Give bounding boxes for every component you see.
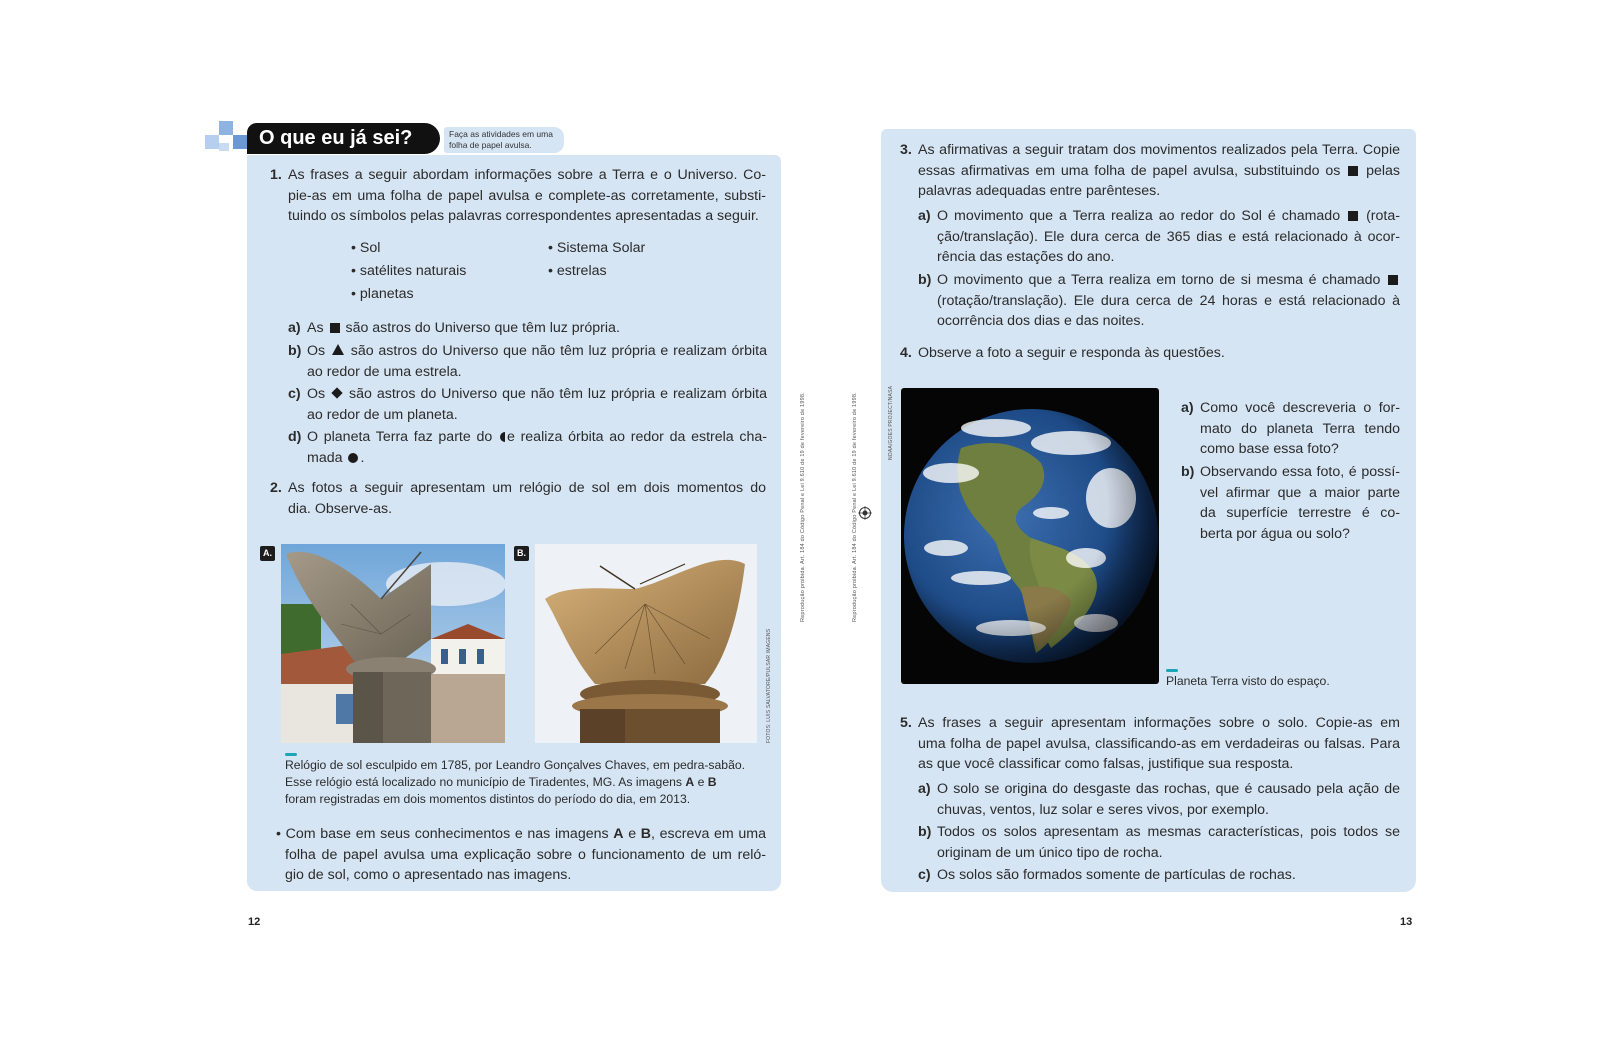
- sundial-photo-a: [281, 544, 505, 743]
- q3b-text: O movimento que a Terra realiza em torno de si mesma é chamado (rotação/translação). Ele dura cerca de 24 horas e está relacionado à ocorrência dos dias e das noites.: [937, 272, 1400, 329]
- photo-a-badge: A.: [260, 546, 275, 561]
- q1-number: 1.: [270, 167, 282, 183]
- q3-text: As afirmativas a seguir tratam dos movimentos realizados pela Terra. Copie essas afirmativas em uma folha de papel avulsa, substituindo os pelas palavras adequadas entre parênteses.: [918, 142, 1400, 199]
- q2-bullet-text: • Com base em seus conhecimentos e nas imagens A e B, escreva em uma folha de papel avulsa uma explicação sobre o funcionamento de um reló- gio de sol, como o apresentado nas imagens.: [276, 826, 766, 883]
- q5b-label: b): [918, 824, 932, 840]
- page-title: O que eu já sei?: [247, 123, 440, 154]
- header-note: Faça as atividades em uma folha de papel avulsa.: [444, 127, 564, 153]
- photo-b-badge: B.: [514, 546, 529, 561]
- q4-text: Observe a foto a seguir e responda às questões.: [918, 345, 1225, 361]
- q5b-text: Todos os solos apresentam as mesmas características, pois todos se originam de um único tipo de rocha.: [937, 824, 1400, 861]
- sundial-caption: Relógio de sol esculpido em 1785, por Leandro Gonçalves Chaves, em pedra-sabão. Esse relógio está localizado no município de Tiradentes, MG. As imagens A e B foram registradas em dois momentos distintos do período do dia, em 2013.: [285, 758, 746, 806]
- triangle-symbol-icon: [332, 344, 344, 355]
- q5c-label: c): [918, 867, 931, 883]
- q5a-text: O solo se origina do desgaste das rochas, que é causado pela ação de chuvas, ventos, luz solar e seres vivos, por exemplo.: [937, 781, 1400, 818]
- photo-credit-earth: NOAA/GOES PROJECT/NASA: [888, 385, 894, 460]
- sundial-photo-b: [535, 544, 757, 743]
- q3-number: 3.: [900, 142, 912, 158]
- diamond-symbol-icon: [331, 387, 342, 398]
- q1a-text: As são astros do Universo que têm luz própria.: [307, 320, 620, 336]
- word-estrelas: • estrelas: [548, 263, 607, 279]
- legal-notice-left: Reprodução proibida. Art. 184 do Código Penal e Lei 9.610 de 19 de fevereiro de 1998.: [800, 392, 806, 622]
- q1c-text: Os são astros do Universo que não têm luz própria e realizam órbita ao redor de um planeta.: [307, 386, 767, 423]
- q4b-label: b): [1181, 464, 1195, 480]
- q5a-label: a): [918, 781, 931, 797]
- word-planetas: • planetas: [351, 286, 414, 302]
- caption-marker: [285, 753, 297, 756]
- registration-mark-icon: [858, 506, 872, 520]
- q2-text: As fotos a seguir apresentam um relógio de sol em dois momentos do dia. Observe-as.: [288, 480, 766, 517]
- q1a-label: a): [288, 320, 301, 336]
- q1d-text: O planeta Terra faz parte do e realiza órbita ao redor da estrela cha- mada .: [307, 429, 767, 466]
- word-sol: • Sol: [351, 240, 381, 256]
- square-symbol-icon: [1388, 275, 1398, 285]
- caption-marker: [1166, 669, 1178, 672]
- q5c-text: Os solos são formados somente de partículas de rochas.: [937, 867, 1296, 883]
- circle-symbol-icon: [348, 453, 358, 463]
- square-symbol-icon: [1348, 211, 1358, 221]
- q5-text: As frases a seguir apresentam informações sobre o solo. Copie-as em uma folha de papel avulsa, classificando-as em verdadeiras ou falsas. Para as que você classificar como falsas, justifique sua resposta.: [918, 715, 1400, 772]
- q1b-label: b): [288, 343, 302, 359]
- q1b-text: Os são astros do Universo que não têm luz própria e realizam órbita ao redor de uma estrela.: [307, 343, 767, 380]
- word-satelites: • satélites naturais: [351, 263, 467, 279]
- earth-caption: Planeta Terra visto do espaço.: [1166, 674, 1330, 688]
- earth-photo: [901, 388, 1159, 684]
- q3a-text: O movimento que a Terra realiza ao redor do Sol é chamado (rota- ção/translação). Ele dura cerca de 365 dias e está relacionado à ocor- rência das estações do ano.: [937, 208, 1400, 265]
- q4a-text: Como você descreveria o for- mato do planeta Terra tendo como base essa foto?: [1200, 400, 1400, 457]
- half-circle-symbol-icon: [500, 432, 505, 442]
- word-sistema-solar: • Sistema Solar: [548, 240, 646, 256]
- legal-notice-right: Reprodução proibida. Art. 184 do Código Penal e Lei 9.610 de 19 de fevereiro de 1998.: [852, 392, 858, 622]
- page-number-left: 12: [248, 916, 261, 928]
- q4-number: 4.: [900, 345, 912, 361]
- square-symbol-icon: [330, 323, 340, 333]
- q2-number: 2.: [270, 480, 282, 496]
- q5-number: 5.: [900, 715, 912, 731]
- q1-text: As frases a seguir abordam informações sobre a Terra e o Universo. Co- pie-as em uma folha de papel avulsa e complete-as corretamente, substi- tuindo os símbolos pelas palavras correspondentes apresentadas a seguir.: [288, 167, 766, 224]
- q1d-label: d): [288, 429, 302, 445]
- q4a-label: a): [1181, 400, 1194, 416]
- square-symbol-icon: [1348, 166, 1358, 176]
- q3b-label: b): [918, 272, 932, 288]
- q3a-label: a): [918, 208, 931, 224]
- title-decoration: [205, 121, 253, 151]
- q1c-label: c): [288, 386, 301, 402]
- page-number-right: 13: [1400, 916, 1413, 928]
- q4b-text: Observando essa foto, é possí- vel afirmar que a maior parte da superfície terrestre é co- berta por água ou solo?: [1200, 464, 1400, 542]
- photo-credit-sundial: FOTOS: LUIS SALVATORE/PULSAR IMAGENS: [766, 628, 772, 743]
